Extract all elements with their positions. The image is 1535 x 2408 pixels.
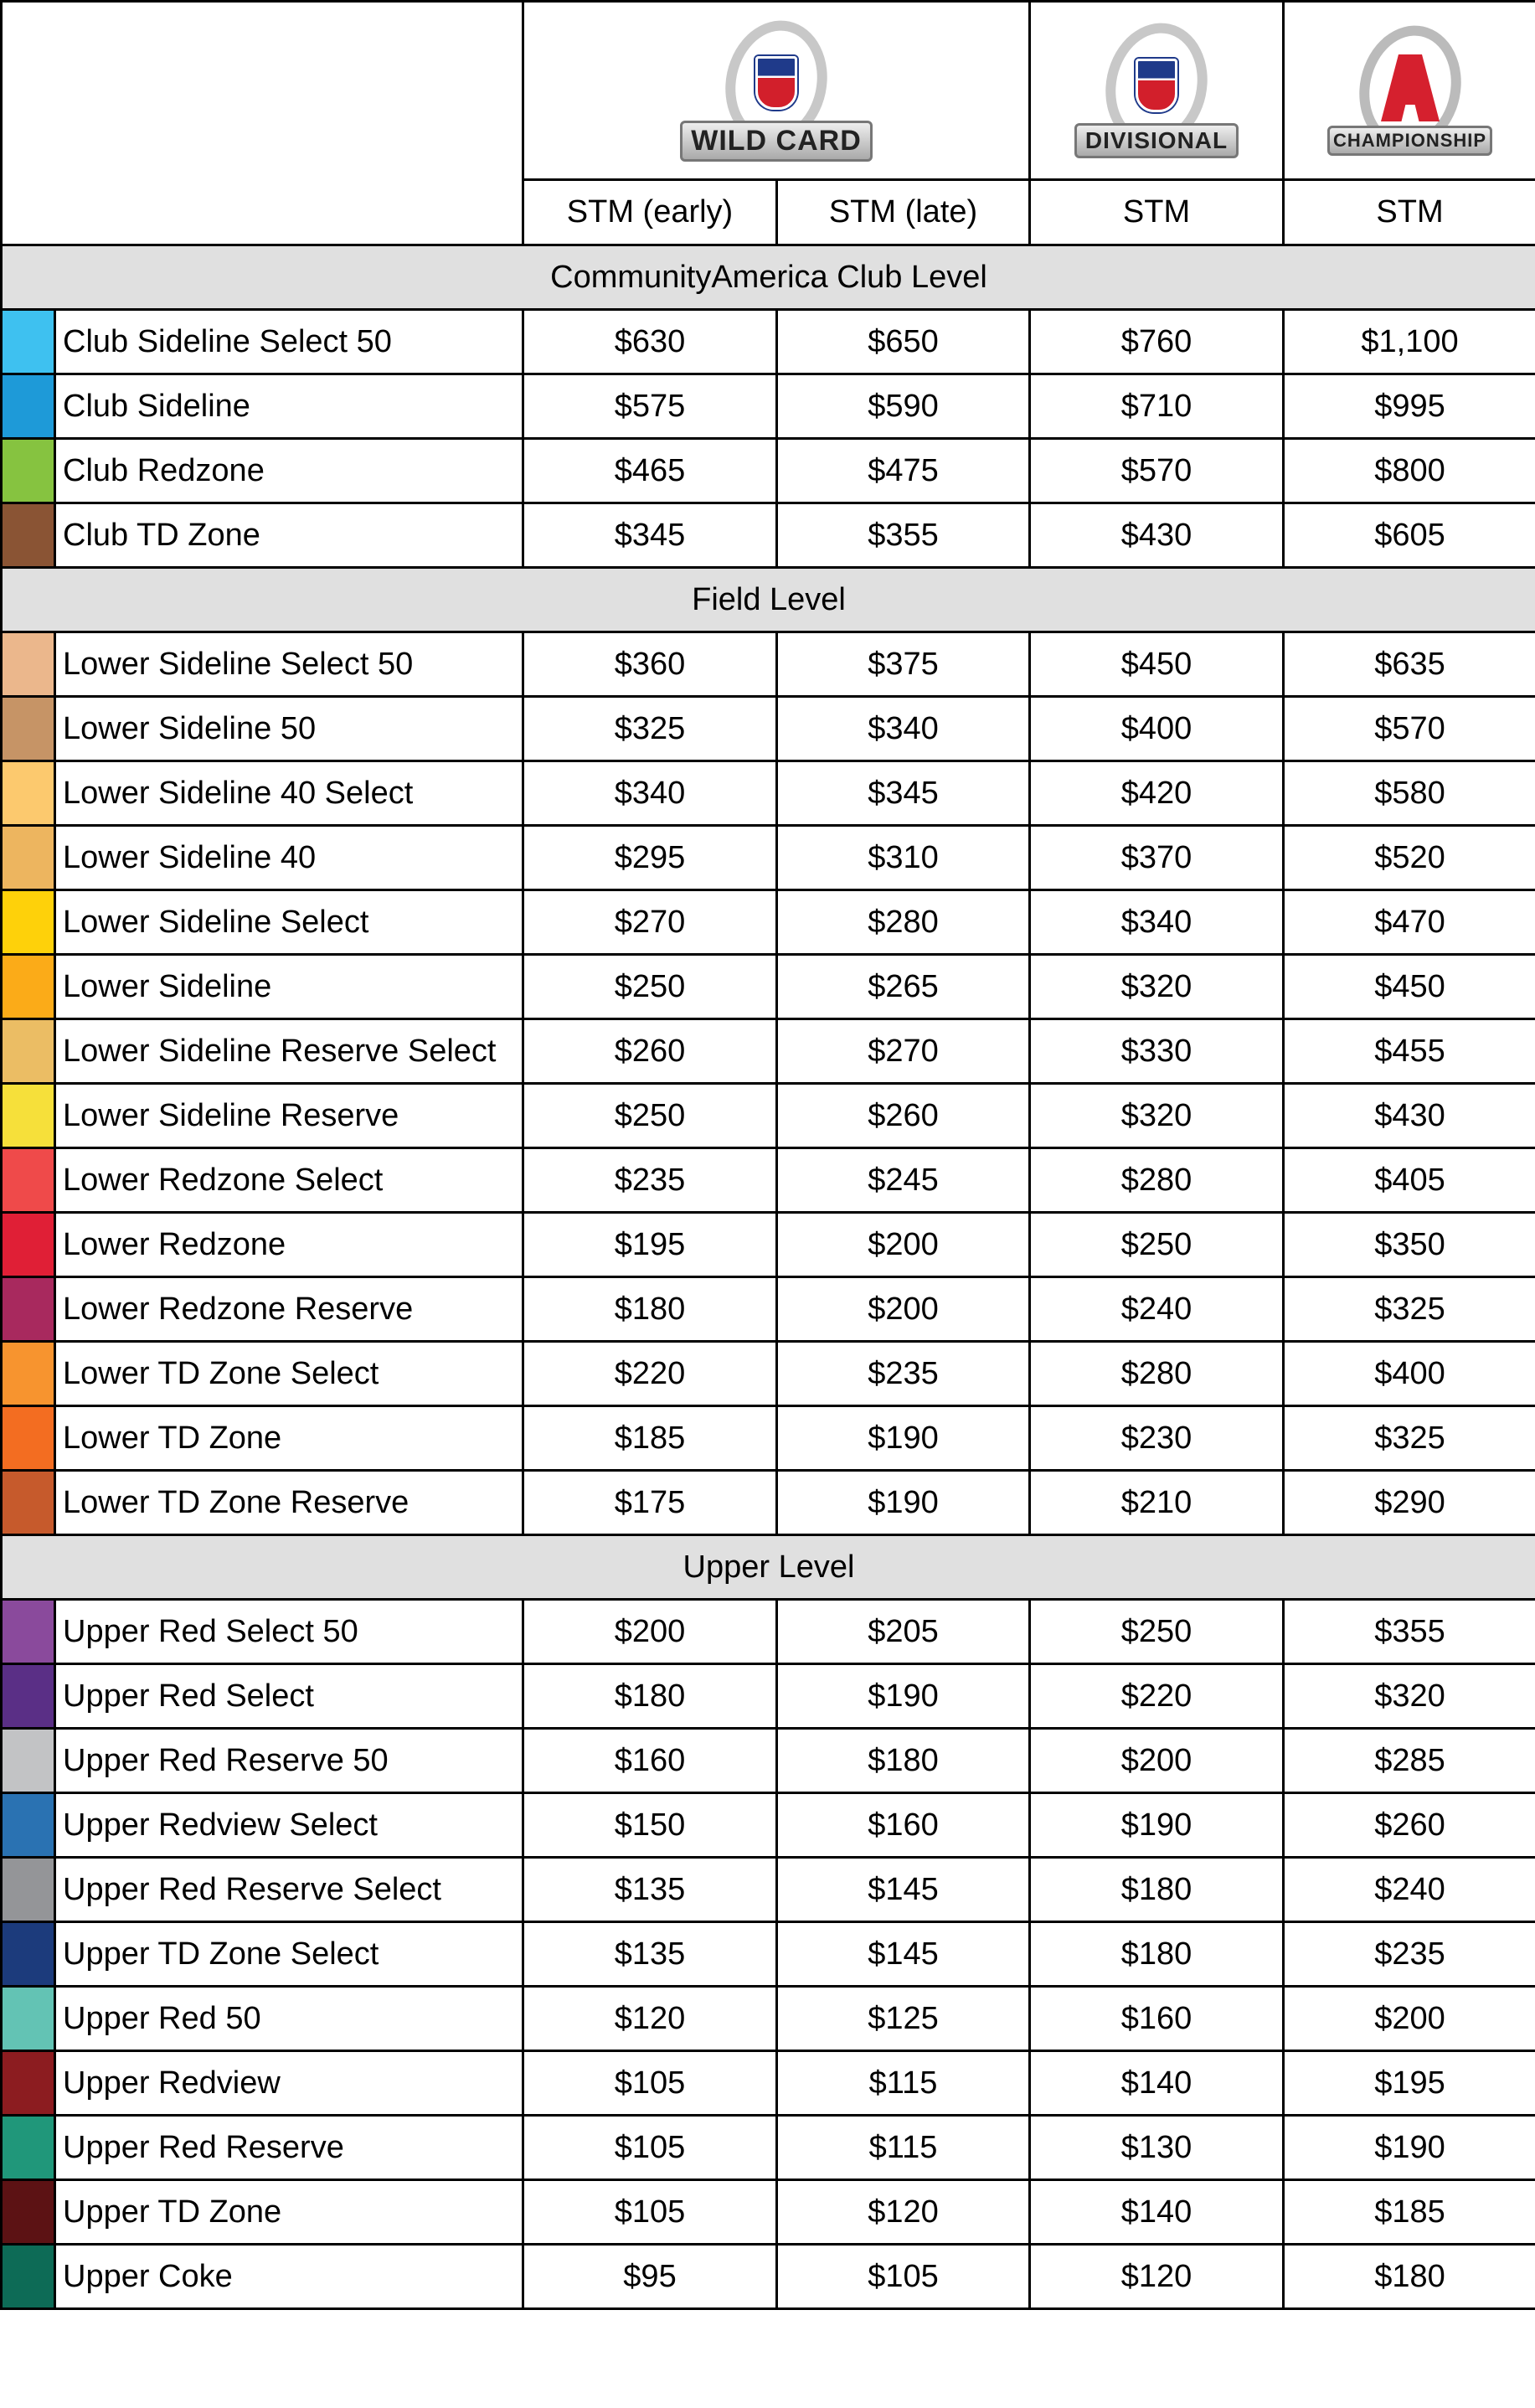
seat-section-name: Lower Sideline Reserve	[55, 1084, 523, 1148]
price-cell: $330	[1030, 1019, 1284, 1084]
price-cell: $180	[1284, 2245, 1535, 2309]
table-row	[2, 761, 1535, 826]
price-cell: $405	[1284, 1148, 1535, 1213]
price-cell: $190	[777, 1471, 1030, 1535]
price-cell: $375	[777, 632, 1030, 697]
price-cell: $355	[1284, 1600, 1535, 1664]
price-cell: $145	[777, 1858, 1030, 1922]
price-cell: $260	[777, 1084, 1030, 1148]
seat-section-name: Upper Red Select	[55, 1664, 523, 1729]
section-title: Field Level	[2, 568, 1535, 632]
seat-section-name: Lower Redzone Select	[55, 1148, 523, 1213]
price-cell: $130	[1030, 2116, 1284, 2180]
table-row	[2, 374, 1535, 439]
championship-logo	[1327, 25, 1492, 156]
price-cell: $280	[777, 890, 1030, 955]
seat-section-name: Upper TD Zone Select	[55, 1922, 523, 1987]
price-cell: $175	[523, 1471, 777, 1535]
price-cell: $400	[1030, 697, 1284, 761]
price-cell: $345	[777, 761, 1030, 826]
price-cell: $190	[1284, 2116, 1535, 2180]
color-swatch	[2, 1342, 55, 1406]
price-cell: $105	[777, 2245, 1030, 2309]
seat-section-name: Upper Redview Select	[55, 1793, 523, 1858]
table-row	[2, 826, 1535, 890]
column-header: STM (early)	[523, 180, 777, 245]
price-cell: $320	[1030, 1084, 1284, 1148]
price-cell: $250	[523, 1084, 777, 1148]
price-cell: $135	[523, 1922, 777, 1987]
price-cell: $235	[523, 1148, 777, 1213]
seat-section-name: Lower Sideline Select 50	[55, 632, 523, 697]
color-swatch	[2, 890, 55, 955]
price-cell: $180	[1030, 1858, 1284, 1922]
color-swatch	[2, 1793, 55, 1858]
seat-section-name: Upper Red 50	[55, 1987, 523, 2051]
price-cell: $185	[523, 1406, 777, 1471]
price-cell: $195	[1284, 2051, 1535, 2116]
seat-section-name: Upper Red Reserve	[55, 2116, 523, 2180]
nfl-shield-icon	[755, 56, 797, 110]
price-cell: $320	[1284, 1664, 1535, 1729]
price-cell: $195	[523, 1213, 777, 1277]
price-cell: $430	[1284, 1084, 1535, 1148]
price-cell: $160	[523, 1729, 777, 1793]
price-cell: $250	[1030, 1213, 1284, 1277]
table-row	[2, 1922, 1535, 1987]
price-cell: $140	[1030, 2051, 1284, 2116]
price-cell: $240	[1284, 1858, 1535, 1922]
price-cell: $115	[777, 2051, 1030, 2116]
price-cell: $180	[1030, 1922, 1284, 1987]
price-cell: $220	[523, 1342, 777, 1406]
afc-icon	[1381, 54, 1440, 121]
price-cell: $220	[1030, 1664, 1284, 1729]
price-cell: $710	[1030, 374, 1284, 439]
price-cell: $520	[1284, 826, 1535, 890]
price-cell: $160	[777, 1793, 1030, 1858]
price-cell: $580	[1284, 761, 1535, 826]
wild-card-logo	[680, 20, 873, 162]
section-header-row	[2, 245, 1535, 310]
price-cell: $250	[1030, 1600, 1284, 1664]
price-cell: $325	[1284, 1277, 1535, 1342]
seat-section-name: Lower Redzone Reserve	[55, 1277, 523, 1342]
color-swatch	[2, 1213, 55, 1277]
color-swatch	[2, 1277, 55, 1342]
price-cell: $635	[1284, 632, 1535, 697]
seat-section-name: Lower TD Zone Select	[55, 1342, 523, 1406]
color-swatch	[2, 761, 55, 826]
price-cell: $760	[1030, 310, 1284, 374]
price-cell: $325	[1284, 1406, 1535, 1471]
price-cell: $245	[777, 1148, 1030, 1213]
price-cell: $340	[777, 697, 1030, 761]
color-swatch	[2, 1729, 55, 1793]
seat-section-name: Club TD Zone	[55, 503, 523, 568]
price-cell: $180	[523, 1277, 777, 1342]
price-cell: $190	[1030, 1793, 1284, 1858]
seat-section-name: Lower Redzone	[55, 1213, 523, 1277]
price-cell: $250	[523, 955, 777, 1019]
section-title: Upper Level	[2, 1535, 1535, 1600]
table-row	[2, 1019, 1535, 1084]
color-swatch	[2, 2245, 55, 2309]
seat-section-name: Club Sideline	[55, 374, 523, 439]
color-swatch	[2, 2116, 55, 2180]
color-swatch	[2, 2180, 55, 2245]
table-row	[2, 1148, 1535, 1213]
price-cell: $235	[1284, 1922, 1535, 1987]
column-header: STM	[1284, 180, 1535, 245]
price-cell: $190	[777, 1406, 1030, 1471]
color-swatch	[2, 1664, 55, 1729]
seat-section-name: Upper TD Zone	[55, 2180, 523, 2245]
seat-section-name: Lower Sideline	[55, 955, 523, 1019]
divisional-logo	[1074, 23, 1239, 158]
price-cell: $1,100	[1284, 310, 1535, 374]
table-row	[2, 890, 1535, 955]
price-cell: $450	[1030, 632, 1284, 697]
price-cell: $125	[777, 1987, 1030, 2051]
price-cell: $205	[777, 1600, 1030, 1664]
color-swatch	[2, 1600, 55, 1664]
price-cell: $200	[777, 1277, 1030, 1342]
blank-corner	[2, 2, 523, 245]
nfl-shield-icon	[1136, 59, 1177, 112]
price-cell: $605	[1284, 503, 1535, 568]
section-title: CommunityAmerica Club Level	[2, 245, 1535, 310]
seat-section-name: Upper Coke	[55, 2245, 523, 2309]
price-cell: $310	[777, 826, 1030, 890]
price-cell: $260	[1284, 1793, 1535, 1858]
column-header: STM	[1030, 180, 1284, 245]
table-row	[2, 1793, 1535, 1858]
price-cell: $355	[777, 503, 1030, 568]
price-cell: $135	[523, 1858, 777, 1922]
price-cell: $590	[777, 374, 1030, 439]
logo-text: WILD CARD	[680, 121, 873, 162]
price-cell: $400	[1284, 1342, 1535, 1406]
price-cell: $340	[523, 761, 777, 826]
price-cell: $465	[523, 439, 777, 503]
seat-section-name: Club Redzone	[55, 439, 523, 503]
seat-section-name: Upper Red Select 50	[55, 1600, 523, 1664]
price-cell: $200	[777, 1213, 1030, 1277]
price-cell: $995	[1284, 374, 1535, 439]
price-cell: $190	[777, 1664, 1030, 1729]
table-row	[2, 697, 1535, 761]
price-cell: $475	[777, 439, 1030, 503]
round-logo-row	[2, 2, 1535, 180]
color-swatch	[2, 503, 55, 568]
price-cell: $325	[523, 697, 777, 761]
table-row	[2, 1664, 1535, 1729]
table-row	[2, 2180, 1535, 2245]
color-swatch	[2, 1084, 55, 1148]
price-cell: $95	[523, 2245, 777, 2309]
price-cell: $295	[523, 826, 777, 890]
price-cell: $105	[523, 2116, 777, 2180]
price-cell: $470	[1284, 890, 1535, 955]
price-cell: $260	[523, 1019, 777, 1084]
table-row	[2, 1084, 1535, 1148]
price-cell: $120	[523, 1987, 777, 2051]
price-cell: $115	[777, 2116, 1030, 2180]
price-cell: $150	[523, 1793, 777, 1858]
color-swatch	[2, 310, 55, 374]
price-cell: $180	[777, 1729, 1030, 1793]
seat-section-name: Lower Sideline 40	[55, 826, 523, 890]
table-row	[2, 2116, 1535, 2180]
section-header-row	[2, 568, 1535, 632]
price-cell: $120	[1030, 2245, 1284, 2309]
price-cell: $160	[1030, 1987, 1284, 2051]
price-cell: $450	[1284, 955, 1535, 1019]
price-cell: $140	[1030, 2180, 1284, 2245]
price-cell: $630	[523, 310, 777, 374]
price-cell: $360	[523, 632, 777, 697]
color-swatch	[2, 1471, 55, 1535]
price-cell: $235	[777, 1342, 1030, 1406]
table-row	[2, 2245, 1535, 2309]
seat-section-name: Upper Redview	[55, 2051, 523, 2116]
championship-logo-cell	[1284, 2, 1535, 180]
table-row	[2, 1406, 1535, 1471]
price-cell: $200	[1284, 1987, 1535, 2051]
price-cell: $290	[1284, 1471, 1535, 1535]
price-cell: $120	[777, 2180, 1030, 2245]
price-cell: $280	[1030, 1148, 1284, 1213]
seat-section-name: Club Sideline Select 50	[55, 310, 523, 374]
color-swatch	[2, 1406, 55, 1471]
table-row	[2, 1213, 1535, 1277]
price-cell: $105	[523, 2051, 777, 2116]
color-swatch	[2, 955, 55, 1019]
color-swatch	[2, 632, 55, 697]
price-cell: $650	[777, 310, 1030, 374]
table-row	[2, 1858, 1535, 1922]
price-cell: $570	[1284, 697, 1535, 761]
table-row	[2, 1277, 1535, 1342]
color-swatch	[2, 1148, 55, 1213]
seat-section-name: Upper Red Reserve 50	[55, 1729, 523, 1793]
table-row	[2, 1987, 1535, 2051]
color-swatch	[2, 1858, 55, 1922]
color-swatch	[2, 1987, 55, 2051]
price-cell: $570	[1030, 439, 1284, 503]
price-cell: $420	[1030, 761, 1284, 826]
color-swatch	[2, 1922, 55, 1987]
table-row	[2, 1342, 1535, 1406]
table-row	[2, 632, 1535, 697]
divisional-logo-cell	[1030, 2, 1284, 180]
price-cell: $145	[777, 1922, 1030, 1987]
section-header-row	[2, 1535, 1535, 1600]
price-cell: $200	[523, 1600, 777, 1664]
price-cell: $230	[1030, 1406, 1284, 1471]
price-cell: $200	[1030, 1729, 1284, 1793]
price-cell: $430	[1030, 503, 1284, 568]
price-cell: $180	[523, 1664, 777, 1729]
price-cell: $800	[1284, 439, 1535, 503]
price-cell: $340	[1030, 890, 1284, 955]
price-cell: $455	[1284, 1019, 1535, 1084]
logo-text: CHAMPIONSHIP	[1327, 126, 1492, 156]
price-cell: $265	[777, 955, 1030, 1019]
color-swatch	[2, 697, 55, 761]
price-cell: $240	[1030, 1277, 1284, 1342]
color-swatch	[2, 439, 55, 503]
table-row	[2, 503, 1535, 568]
table-row	[2, 1600, 1535, 1664]
wild-card-logo-cell	[523, 2, 1030, 180]
column-header: STM (late)	[777, 180, 1030, 245]
table-row	[2, 1471, 1535, 1535]
seat-section-name: Lower Sideline 40 Select	[55, 761, 523, 826]
color-swatch	[2, 374, 55, 439]
price-cell: $185	[1284, 2180, 1535, 2245]
price-cell: $280	[1030, 1342, 1284, 1406]
seat-section-name: Lower Sideline 50	[55, 697, 523, 761]
seat-section-name: Lower Sideline Select	[55, 890, 523, 955]
price-cell: $285	[1284, 1729, 1535, 1793]
color-swatch	[2, 826, 55, 890]
table-row	[2, 2051, 1535, 2116]
seat-section-name: Lower TD Zone Reserve	[55, 1471, 523, 1535]
price-cell: $210	[1030, 1471, 1284, 1535]
price-cell: $105	[523, 2180, 777, 2245]
seat-section-name: Lower TD Zone	[55, 1406, 523, 1471]
price-cell: $350	[1284, 1213, 1535, 1277]
price-cell: $320	[1030, 955, 1284, 1019]
table-row	[2, 955, 1535, 1019]
price-cell: $575	[523, 374, 777, 439]
seat-section-name: Upper Red Reserve Select	[55, 1858, 523, 1922]
table-row	[2, 310, 1535, 374]
price-cell: $370	[1030, 826, 1284, 890]
logo-text: DIVISIONAL	[1074, 123, 1239, 158]
price-cell: $345	[523, 503, 777, 568]
color-swatch	[2, 2051, 55, 2116]
table-row	[2, 439, 1535, 503]
price-cell: $270	[523, 890, 777, 955]
price-cell: $270	[777, 1019, 1030, 1084]
color-swatch	[2, 1019, 55, 1084]
seat-section-name: Lower Sideline Reserve Select	[55, 1019, 523, 1084]
table-row	[2, 1729, 1535, 1793]
